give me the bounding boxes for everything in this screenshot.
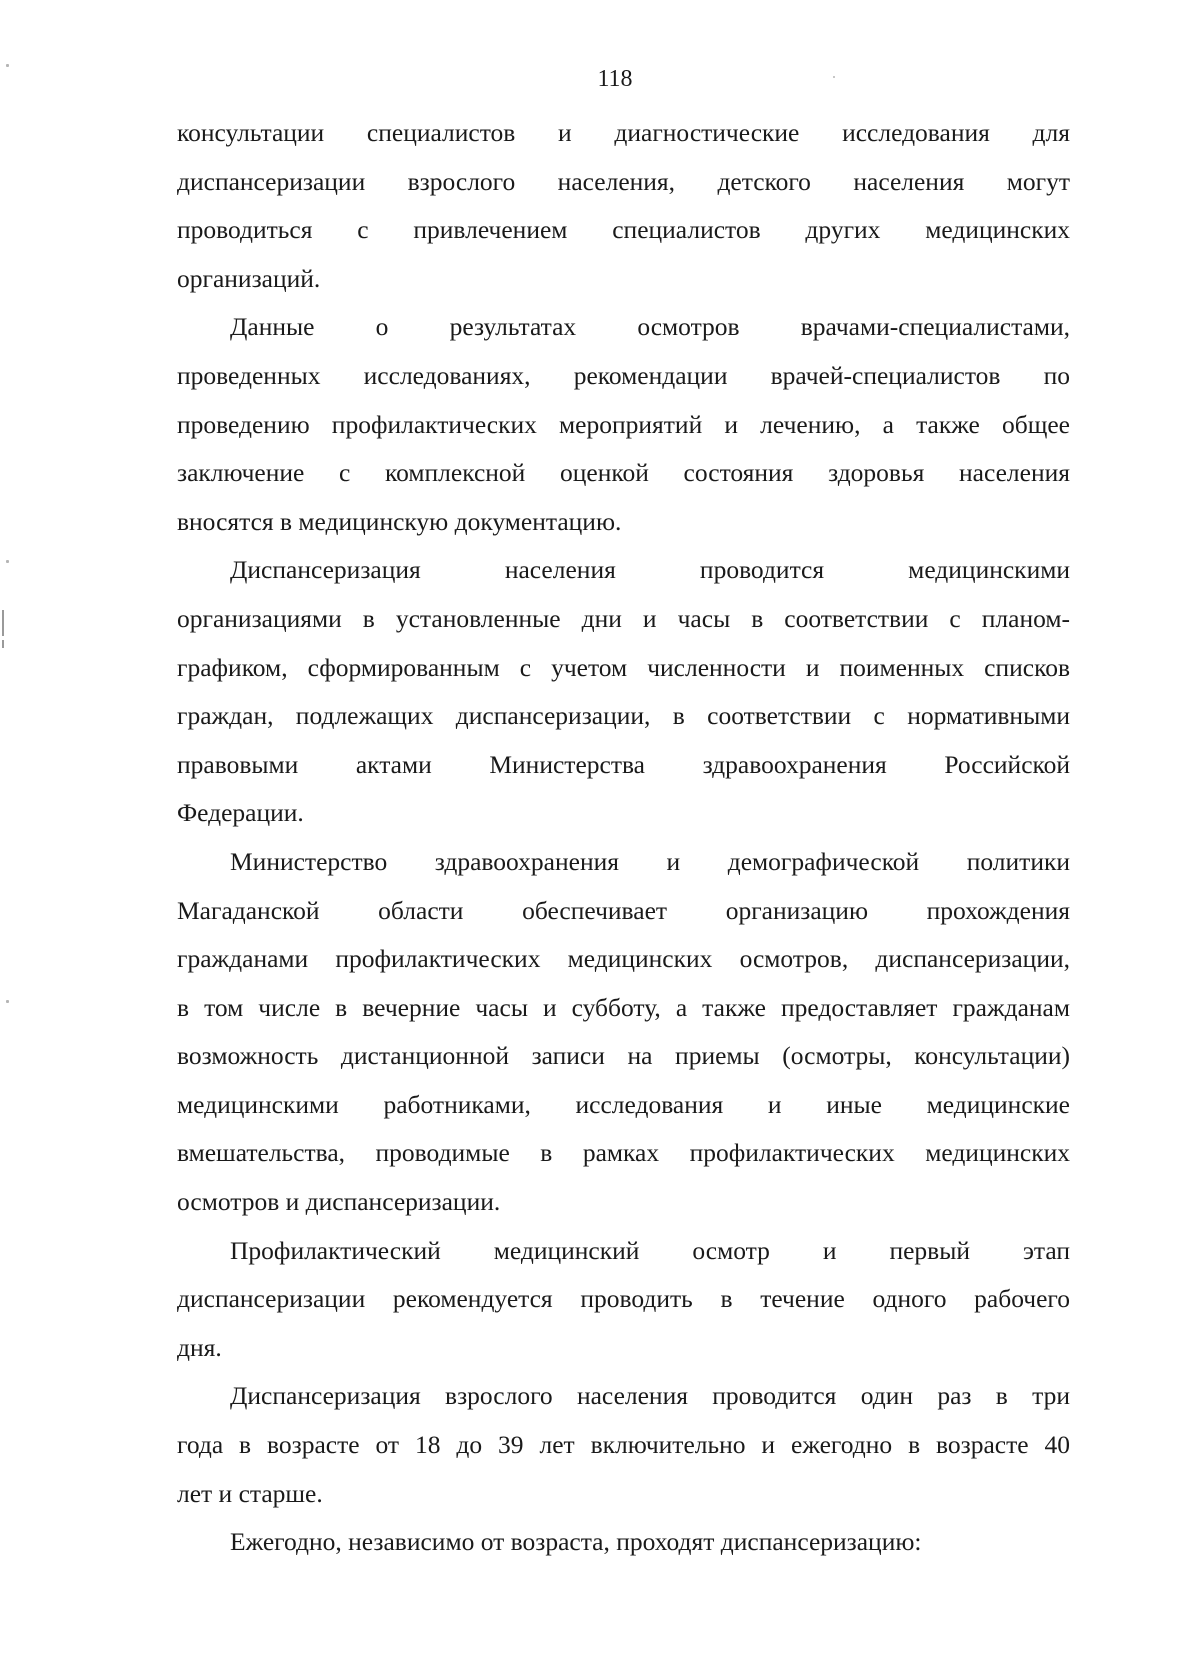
text-line: Магаданской области обеспечивает организацию прохождения: [177, 895, 1070, 925]
text-line: гражданами профилактических медицинских осмотров, диспансеризации,: [177, 944, 1070, 974]
scan-mark: [2, 640, 4, 648]
text-line: вмешательства, проводимые в рамках профилактических медицинских: [177, 1138, 1070, 1168]
text-line: консультации специалистов и диагностические исследования для: [177, 118, 1070, 147]
text-line: дня.: [177, 1332, 222, 1362]
paragraph: [177, 546, 1070, 838]
page-number: 118: [597, 66, 633, 92]
text-line: в том числе в вечерние часы и субботу, а также предоставляет гражданам: [177, 992, 1070, 1022]
text-line: Профилактический медицинский осмотр и первый этап: [230, 1235, 1070, 1265]
text-line: граждан, подлежащих диспансеризации, в соответствии с нормативными: [177, 701, 1070, 731]
text-line: года в возрасте от 18 до 39 лет включительно и ежегодно в возрасте 40: [177, 1430, 1070, 1460]
scan-dot: [6, 1000, 9, 1003]
text-line: лет и старше.: [177, 1478, 323, 1508]
paragraph: [177, 1518, 1070, 1567]
text-line: заключение с комплексной оценкой состояния здоровья населения: [177, 458, 1070, 488]
paragraph: [177, 303, 1070, 546]
text-line: возможность дистанционной записи на приемы (осмотры, консультации): [177, 1041, 1070, 1071]
text-line: медицинскими работниками, исследования и иные медицинские: [177, 1089, 1070, 1119]
text-line: Ежегодно, независимо от возраста, проходят диспансеризацию:: [230, 1527, 922, 1557]
text-line: вносятся в медицинскую документацию.: [177, 506, 622, 536]
text-line: организаций.: [177, 263, 321, 293]
text-line: Диспансеризация взрослого населения проводится один раз в три: [230, 1381, 1070, 1411]
text-line: осмотров и диспансеризации.: [177, 1187, 501, 1217]
text-line: организациями в установленные дни и часы в соответствии с планом-: [177, 603, 1070, 633]
text-line: Данные о результатах осмотров врачами-специалистами,: [230, 312, 1070, 342]
scan-mark: [2, 610, 4, 636]
document-body: [177, 109, 1070, 1567]
paragraph: [177, 1372, 1070, 1518]
text-line: проведенных исследованиях, рекомендации врачей-специалистов по: [177, 360, 1070, 390]
text-line: проведению профилактических мероприятий и лечению, а также общее: [177, 409, 1070, 439]
paragraph: [177, 1227, 1070, 1373]
text-line: графиком, сформированным с учетом численности и поименных списков: [177, 652, 1070, 682]
text-line: Федерации.: [177, 798, 304, 828]
text-line: диспансеризации рекомендуется проводить в течение одного рабочего: [177, 1284, 1070, 1314]
text-line: правовыми актами Министерства здравоохранения Российской: [177, 749, 1070, 779]
scan-dot: [6, 560, 9, 563]
text-line: диспансеризации взрослого населения, детского населения могут: [177, 166, 1070, 196]
text-line: Диспансеризация населения проводится медицинскими: [230, 555, 1070, 585]
text-line: Министерство здравоохранения и демографической политики: [230, 846, 1070, 876]
paragraph: [177, 109, 1070, 303]
text-line: проводиться с привлечением специалистов других медицинских: [177, 215, 1070, 245]
paragraph: [177, 838, 1070, 1227]
